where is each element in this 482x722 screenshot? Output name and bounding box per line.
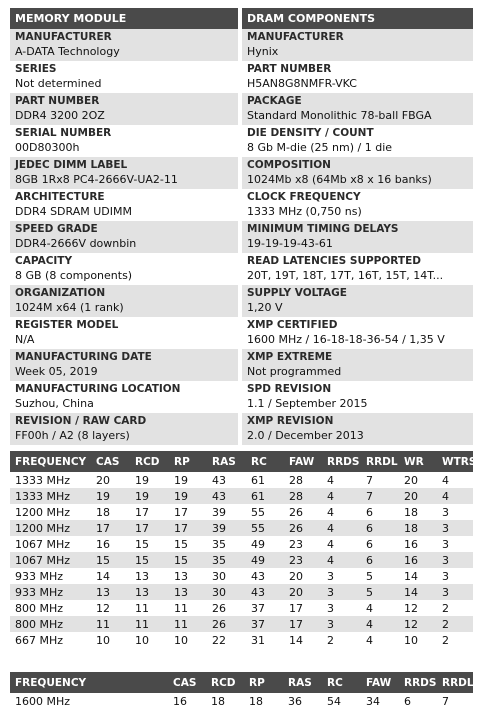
- module-field-series: [10, 61, 238, 93]
- table-cell: 17: [130, 504, 169, 520]
- column-header-rc: RC: [322, 672, 361, 693]
- field-label: CLOCK FREQUENCY: [247, 191, 361, 203]
- table-cell: 30: [207, 568, 246, 584]
- table-cell: 20: [284, 584, 322, 600]
- dram-field-package: [242, 93, 473, 125]
- field-value: 1024Mb x8 (64Mb x8 x 16 banks): [247, 173, 432, 186]
- table-cell: 14: [284, 632, 322, 648]
- dram-field-supply-voltage: [242, 285, 473, 317]
- table-cell: 6: [361, 520, 399, 536]
- table-cell: 3: [437, 520, 473, 536]
- column-header-rp: RP: [244, 672, 283, 693]
- table-cell: 18: [399, 520, 437, 536]
- field-value: Suzhou, China: [15, 397, 94, 410]
- table-cell: 20: [399, 472, 437, 488]
- field-value: H5AN8G8NMFR-VKC: [247, 77, 357, 90]
- table-cell: 3: [322, 616, 361, 632]
- table-cell: 4: [322, 488, 361, 504]
- table-cell: 11: [169, 616, 207, 632]
- table-cell: 35: [207, 536, 246, 552]
- dram-field-minimum-timing-delays: [242, 221, 473, 253]
- table-cell: 5: [361, 584, 399, 600]
- table-cell: 18: [91, 504, 130, 520]
- table-cell: 55: [246, 504, 284, 520]
- memory-module-section: [10, 8, 238, 445]
- table-cell: 3: [437, 552, 473, 568]
- table-cell: 2: [437, 600, 473, 616]
- spd-info-panel: [10, 8, 473, 449]
- table-cell: 11: [169, 600, 207, 616]
- table-row: [10, 568, 473, 584]
- table-cell: 4: [361, 616, 399, 632]
- table-cell: 19: [169, 488, 207, 504]
- table-cell: 54: [322, 693, 361, 709]
- table-cell: 13: [130, 584, 169, 600]
- field-label: ARCHITECTURE: [15, 191, 105, 203]
- table-cell: 11: [130, 616, 169, 632]
- column-header-rrds: RRDS: [322, 451, 361, 472]
- module-field-capacity: [10, 253, 238, 285]
- table-cell: 18: [399, 504, 437, 520]
- table-cell: 13: [169, 568, 207, 584]
- field-label: PART NUMBER: [247, 63, 332, 75]
- dram-field-xmp-certified: [242, 317, 473, 349]
- column-header-faw: FAW: [361, 672, 399, 693]
- table-cell: 17: [130, 520, 169, 536]
- table-cell: 35: [207, 552, 246, 568]
- field-label: ORGANIZATION: [15, 287, 106, 299]
- column-header-cas: CAS: [168, 672, 206, 693]
- table-cell: 14: [399, 568, 437, 584]
- table-cell: 10: [130, 632, 169, 648]
- field-label: SPEED GRADE: [15, 223, 98, 235]
- field-label: JEDEC DIMM LABEL: [15, 159, 128, 171]
- table-cell: 17: [284, 616, 322, 632]
- table-cell: 15: [130, 552, 169, 568]
- field-label: SERIES: [15, 63, 57, 75]
- table-cell: 19: [130, 472, 169, 488]
- module-field-organization: [10, 285, 238, 317]
- field-label: MANUFACTURER: [15, 31, 112, 43]
- table-cell: 49: [246, 536, 284, 552]
- table-cell: 17: [169, 504, 207, 520]
- dram-field-die-density-count: [242, 125, 473, 157]
- table-cell: 12: [91, 600, 130, 616]
- field-value: Not determined: [15, 77, 102, 90]
- table-cell: 49: [246, 552, 284, 568]
- field-label: SUPPLY VOLTAGE: [247, 287, 347, 299]
- table-row: [10, 552, 473, 568]
- column-header-rcd: RCD: [130, 451, 169, 472]
- dram-field-manufacturer: [242, 29, 473, 61]
- field-value: 1600 MHz / 16-18-18-36-54 / 1,35 V: [247, 333, 445, 346]
- table-cell: 4: [322, 504, 361, 520]
- table-cell: 14: [399, 584, 437, 600]
- table-cell: 13: [130, 568, 169, 584]
- table-cell: 3: [322, 568, 361, 584]
- field-label: MANUFACTURING LOCATION: [15, 383, 181, 395]
- column-header-frequency: FREQUENCY: [10, 451, 91, 472]
- table-cell: 10: [91, 632, 130, 648]
- field-value: 8 GB (8 components): [15, 269, 133, 282]
- field-label: XMP REVISION: [247, 415, 334, 427]
- table-cell: 15: [169, 536, 207, 552]
- table-cell: 61: [246, 488, 284, 504]
- table-cell: 61: [246, 472, 284, 488]
- column-header-rp: RP: [169, 451, 207, 472]
- dram-components-header: DRAM COMPONENTS: [242, 8, 473, 29]
- table-cell: 3: [437, 584, 473, 600]
- table-cell: 1067 MHz: [10, 552, 91, 568]
- table-cell: 13: [169, 584, 207, 600]
- field-value: A-DATA Technology: [15, 45, 120, 58]
- table-row: [10, 472, 473, 488]
- table-cell: 16: [399, 552, 437, 568]
- table-cell: 18: [206, 693, 244, 709]
- table-row: [10, 693, 473, 709]
- table-cell: 26: [207, 616, 246, 632]
- module-field-manufacturing-location: [10, 381, 238, 413]
- table-cell: 34: [361, 693, 399, 709]
- dram-field-xmp-revision: [242, 413, 473, 445]
- table-cell: 19: [130, 488, 169, 504]
- field-value: N/A: [15, 333, 35, 346]
- table-cell: 800 MHz: [10, 616, 91, 632]
- table-cell: 2: [437, 632, 473, 648]
- column-header-faw: FAW: [284, 451, 322, 472]
- table-cell: 1600 MHz: [10, 693, 168, 709]
- column-header-cas: CAS: [91, 451, 130, 472]
- table-cell: 23: [284, 552, 322, 568]
- table-cell: 800 MHz: [10, 600, 91, 616]
- table-cell: 12: [399, 600, 437, 616]
- dram-field-clock-frequency: [242, 189, 473, 221]
- table-row: [10, 488, 473, 504]
- table-cell: 30: [207, 584, 246, 600]
- table-cell: 39: [207, 520, 246, 536]
- table-cell: 26: [284, 504, 322, 520]
- field-label: CAPACITY: [15, 255, 73, 267]
- field-value: DDR4 3200 2OZ: [15, 109, 105, 122]
- table-cell: 37: [246, 616, 284, 632]
- module-field-revision-raw-card: [10, 413, 238, 445]
- table-cell: 6: [399, 693, 437, 709]
- dram-field-spd-revision: [242, 381, 473, 413]
- field-label: COMPOSITION: [247, 159, 331, 171]
- table-cell: 31: [246, 632, 284, 648]
- table-cell: 10: [399, 632, 437, 648]
- module-field-part-number: [10, 93, 238, 125]
- column-header-wtrs: WTRS: [437, 451, 473, 472]
- field-label: REGISTER MODEL: [15, 319, 119, 331]
- table-cell: 1200 MHz: [10, 520, 91, 536]
- table-cell: 7: [361, 488, 399, 504]
- table-cell: 4: [361, 632, 399, 648]
- table-cell: 4: [322, 552, 361, 568]
- table-cell: 26: [284, 520, 322, 536]
- module-field-jedec-dimm-label: [10, 157, 238, 189]
- field-label: DIE DENSITY / COUNT: [247, 127, 374, 139]
- table-cell: 43: [246, 584, 284, 600]
- dram-field-part-number: [242, 61, 473, 93]
- module-field-register-model: [10, 317, 238, 349]
- column-header-rcd: RCD: [206, 672, 244, 693]
- field-label: SPD REVISION: [247, 383, 332, 395]
- table-cell: 15: [130, 536, 169, 552]
- dram-components-section: [242, 8, 473, 445]
- table-cell: 7: [437, 693, 473, 709]
- column-header-rc: RC: [246, 451, 284, 472]
- table-cell: 12: [399, 616, 437, 632]
- table-cell: 4: [437, 472, 473, 488]
- table-cell: 11: [130, 600, 169, 616]
- table-cell: 3: [437, 568, 473, 584]
- table-cell: 5: [361, 568, 399, 584]
- field-value: 1024M x64 (1 rank): [15, 301, 124, 314]
- field-label: MANUFACTURING DATE: [15, 351, 152, 363]
- field-value: 1333 MHz (0,750 ns): [247, 205, 362, 218]
- field-label: MINIMUM TIMING DELAYS: [247, 223, 399, 235]
- field-label: XMP EXTREME: [247, 351, 333, 363]
- table-cell: 18: [244, 693, 283, 709]
- table-cell: 16: [399, 536, 437, 552]
- table-cell: 39: [207, 504, 246, 520]
- table-cell: 23: [284, 536, 322, 552]
- xmp-timings-table: [10, 672, 473, 709]
- field-value: 8GB 1Rx8 PC4-2666V-UA2-11: [15, 173, 178, 186]
- field-value: Hynix: [247, 45, 279, 58]
- table-cell: 4: [322, 536, 361, 552]
- table-cell: 10: [169, 632, 207, 648]
- jedec-timings-table: [10, 451, 477, 648]
- field-value: 1.1 / September 2015: [247, 397, 368, 410]
- field-label: MANUFACTURER: [247, 31, 344, 43]
- column-header-rrdl: RRDL: [437, 672, 473, 693]
- table-cell: 17: [169, 520, 207, 536]
- table-cell: 26: [207, 600, 246, 616]
- table-cell: 3: [437, 536, 473, 552]
- field-label: PART NUMBER: [15, 95, 100, 107]
- column-header-rrds: RRDS: [399, 672, 437, 693]
- field-label: PACKAGE: [247, 95, 302, 107]
- table-cell: 16: [168, 693, 206, 709]
- table-cell: 43: [207, 488, 246, 504]
- field-value: 1,20 V: [247, 301, 283, 314]
- module-field-speed-grade: [10, 221, 238, 253]
- table-cell: 4: [437, 488, 473, 504]
- table-cell: 55: [246, 520, 284, 536]
- field-value: 8 Gb M-die (25 nm) / 1 die: [247, 141, 393, 154]
- dram-field-xmp-extreme: [242, 349, 473, 381]
- module-field-manufacturer: [10, 29, 238, 61]
- table-cell: 4: [322, 520, 361, 536]
- module-field-architecture: [10, 189, 238, 221]
- table-cell: 19: [169, 472, 207, 488]
- field-value: DDR4-2666V downbin: [15, 237, 137, 250]
- field-value: 19-19-19-43-61: [247, 237, 333, 250]
- table-cell: 6: [361, 536, 399, 552]
- field-label: REVISION / RAW CARD: [15, 415, 147, 427]
- column-header-ras: RAS: [283, 672, 322, 693]
- table-cell: 36: [283, 693, 322, 709]
- table-row: [10, 584, 473, 600]
- xmp-timings-header-row: [10, 672, 473, 693]
- field-label: SERIAL NUMBER: [15, 127, 112, 139]
- table-cell: 28: [284, 488, 322, 504]
- column-header-wr: WR: [399, 451, 437, 472]
- field-label: READ LATENCIES SUPPORTED: [247, 255, 421, 267]
- table-cell: 14: [91, 568, 130, 584]
- module-field-manufacturing-date: [10, 349, 238, 381]
- jedec-timings-header-row: [10, 451, 473, 472]
- table-row: [10, 600, 473, 616]
- table-cell: 13: [91, 584, 130, 600]
- table-cell: 3: [322, 584, 361, 600]
- table-cell: 2: [322, 632, 361, 648]
- table-cell: 43: [207, 472, 246, 488]
- field-value: Week 05, 2019: [15, 365, 98, 378]
- table-cell: 1333 MHz: [10, 472, 91, 488]
- table-cell: 17: [91, 520, 130, 536]
- table-cell: 4: [322, 472, 361, 488]
- table-cell: 22: [207, 632, 246, 648]
- table-cell: 19: [91, 488, 130, 504]
- field-value: Not programmed: [247, 365, 342, 378]
- column-header-rrdl: RRDL: [361, 451, 399, 472]
- table-cell: 11: [91, 616, 130, 632]
- table-cell: 43: [246, 568, 284, 584]
- table-row: [10, 616, 473, 632]
- field-value: Standard Monolithic 78-ball FBGA: [247, 109, 432, 122]
- table-cell: 1333 MHz: [10, 488, 91, 504]
- table-cell: 17: [284, 600, 322, 616]
- table-cell: 20: [399, 488, 437, 504]
- table-cell: 2: [437, 616, 473, 632]
- dram-field-read-latencies-supported: [242, 253, 473, 285]
- table-cell: 6: [361, 504, 399, 520]
- field-value: 2.0 / December 2013: [247, 429, 364, 442]
- column-header-frequency: FREQUENCY: [10, 672, 168, 693]
- field-value: DDR4 SDRAM UDIMM: [15, 205, 132, 218]
- table-cell: 933 MHz: [10, 568, 91, 584]
- field-value: 20T, 19T, 18T, 17T, 16T, 15T, 14T...: [247, 269, 444, 282]
- table-cell: 28: [284, 472, 322, 488]
- table-row: [10, 504, 473, 520]
- table-cell: 6: [361, 552, 399, 568]
- table-cell: 15: [91, 552, 130, 568]
- column-header-ras: RAS: [207, 451, 246, 472]
- field-value: 00D80300h: [15, 141, 80, 154]
- table-cell: 37: [246, 600, 284, 616]
- dram-field-composition: [242, 157, 473, 189]
- table-cell: 20: [284, 568, 322, 584]
- field-value: FF00h / A2 (8 layers): [15, 429, 130, 442]
- field-label: XMP CERTIFIED: [247, 319, 338, 331]
- table-cell: 933 MHz: [10, 584, 91, 600]
- table-cell: 16: [91, 536, 130, 552]
- table-row: [10, 520, 473, 536]
- table-row: [10, 632, 473, 648]
- table-cell: 20: [91, 472, 130, 488]
- table-cell: 7: [361, 472, 399, 488]
- table-cell: 3: [437, 504, 473, 520]
- module-field-serial-number: [10, 125, 238, 157]
- table-cell: 667 MHz: [10, 632, 91, 648]
- memory-module-header: MEMORY MODULE: [10, 8, 238, 29]
- table-row: [10, 536, 473, 552]
- table-cell: 3: [322, 600, 361, 616]
- table-cell: 4: [361, 600, 399, 616]
- table-cell: 1067 MHz: [10, 536, 91, 552]
- table-cell: 1200 MHz: [10, 504, 91, 520]
- table-cell: 15: [169, 552, 207, 568]
